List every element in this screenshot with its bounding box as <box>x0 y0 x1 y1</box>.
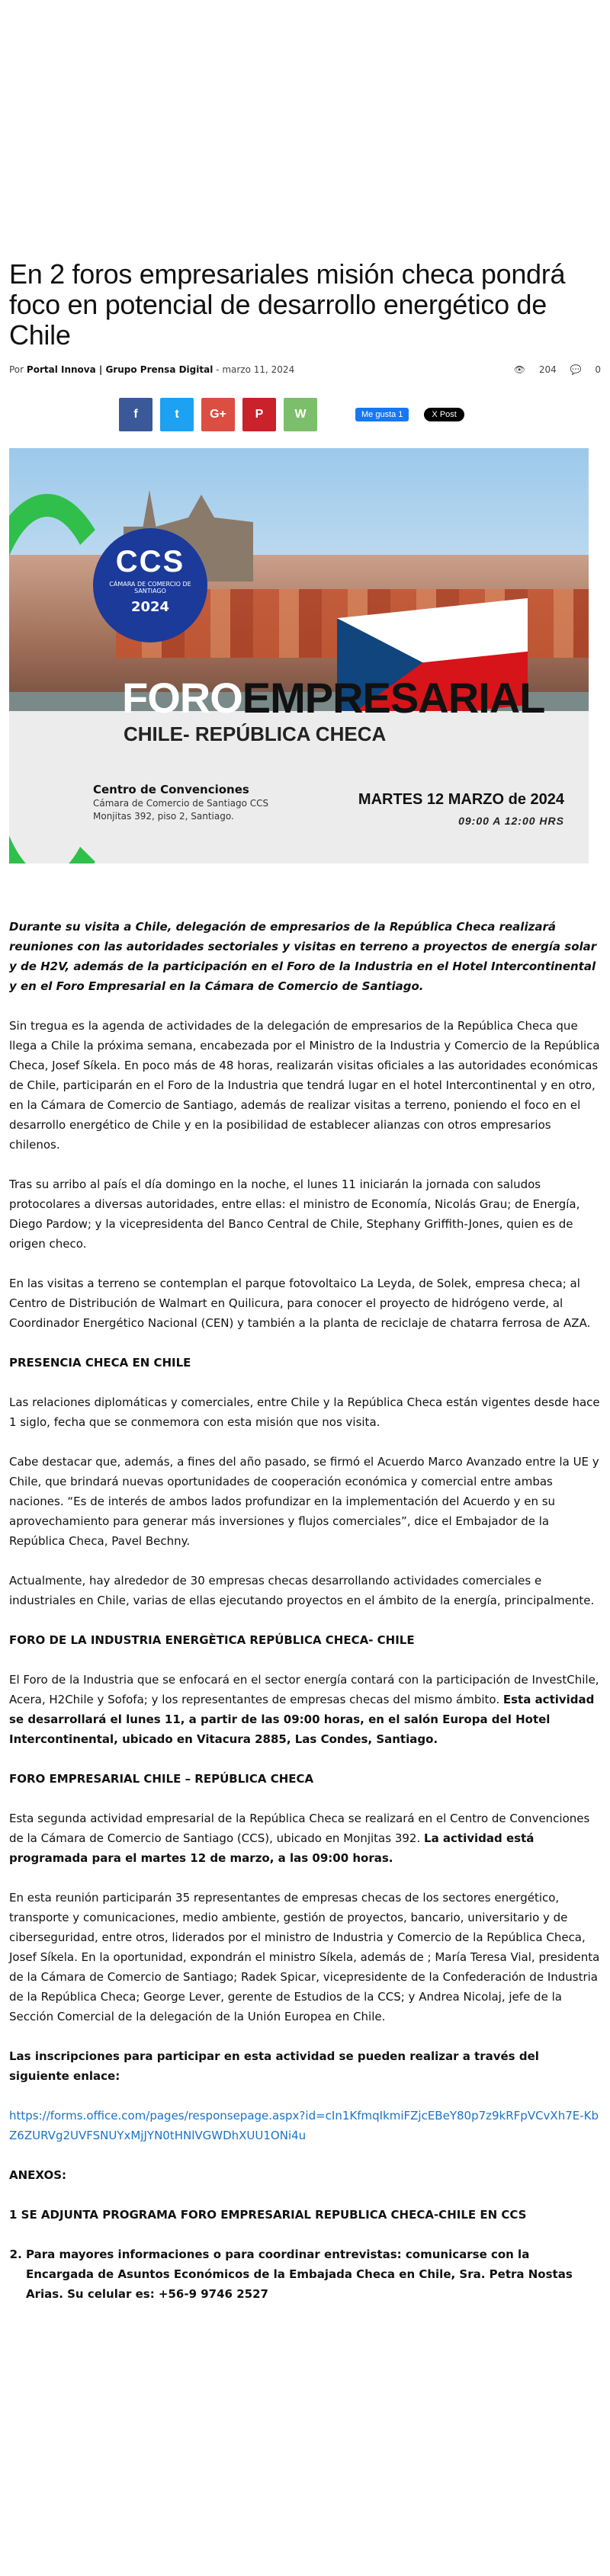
paragraph: Actualmente, hay alrededor de 30 empresas checas desarrollando actividades comerciales e industriales en Chile, varias de ellas ejecutando proyectos en el ámbito de la energía, principalmente. <box>9 1574 595 1607</box>
paragraph <box>9 1809 601 1868</box>
fb-like-button[interactable]: Me gusta 1 <box>355 408 409 421</box>
paragraph: En esta reunión participarán 35 representantes de empresas checas de los sectores energético, transporte y comunicaciones, medio ambiente, gestión de proyectos, bancario, universitario y de ciberseguridad, entre otros, liderados por el ministro de Industria y Comercio de la República Checa, Josef Síkela. En la oportunidad, expondrán el ministro Síkela, además de ; María Teresa Vial, presidenta de la Cámara de Comercio de Santiago; Radek Spicar, vicepresidente de la Confederación de Industria de la República Checa; George Lever, gerente de Estudios de la CCS; y Andrea Nicolaj, jefe de la Sección Comercial de la delegación de la Unión Europea en Chile. <box>9 1891 600 2023</box>
views-value: 204 <box>538 364 557 375</box>
venue-line2: Monjitas 392, piso 2, Santiago. <box>93 811 234 822</box>
foro-heading <box>122 674 545 722</box>
publish-date: marzo 11, 2024 <box>222 364 295 375</box>
paragraph-bold: Esta actividad se desarrollará el lunes 11, a partir de las 09:00 horas, en el salón Europa del Hotel Intercontinental, ubicado en Vitacura 2885, Las Condes, Santiago. <box>9 1693 595 1746</box>
facebook-share-button[interactable] <box>119 398 152 431</box>
comments-value: 0 <box>595 364 601 375</box>
logo-year: 2024 <box>130 599 170 615</box>
ccs-logo <box>93 528 207 642</box>
registration-note: Las inscripciones para participar en esta actividad se pueden realizar a través del siguiente enlace: <box>9 2049 539 2083</box>
paragraph-bold: La actividad está programada para el martes 12 de marzo, a las 09:00 horas. <box>9 1831 535 1865</box>
event-date-line: MARTES 12 MARZO de 2024 <box>358 791 564 808</box>
article-meta <box>9 364 601 375</box>
pinterest-icon: P <box>255 408 264 421</box>
paragraph: Tras su arribo al país el día domingo en la noche, el lunes 11 iniciarán la jornada con saludos protocolares a diversas autoridades, entre ellas: el ministro de Economía, Nicolás Grau; de Energía, Diego Pardow; y la vicepresidenta del Banco Central de Chile, Stephany Griffith-Jones, quien es de origen checo. <box>9 1177 580 1251</box>
logo-name: CÁMARA DE COMERCIO DE SANTIAGO <box>109 581 191 594</box>
ad-space <box>9 0 601 259</box>
paragraph <box>9 1670 601 1749</box>
paragraph: Sin tregua es la agenda de actividades de la delegación de empresarios de la República Checa que llega a Chile la próxima semana, encabezada por el Ministro de la Industria y Comercio de la República Checa, Josef Síkela. En poco más de 48 horas, realizarán visitas oficiales a las autoridades económicas de Chile, participarán en el Foro de la Industria que tendrá lugar en el hotel Intercontinental y en otro, en la Cámara de Comercio de Santiago, además de realizar visitas a terreno, poniendo el foco en el desarrollo energético de Chile y en la posibilidad de establecer alianzas con otros empresarios chilenos. <box>9 1019 600 1152</box>
lead-paragraph: Durante su visita a Chile, delegación de empresarios de la República Checa realizará reuniones con las autoridades sectoriales y visitas en terreno a proyectos de energía solar y de H2V, además de la participación en el Foro de la Industria en el Hotel Intercontinental y en el Foro Empresarial en la Cámara de Comercio de Santiago. <box>9 920 597 993</box>
googleplus-share-button[interactable] <box>201 398 235 431</box>
views-count: 👁 204 <box>513 364 557 375</box>
facebook-icon: f <box>133 408 138 421</box>
googleplus-icon: G+ <box>210 408 226 421</box>
section-heading: FORO DE LA INDUSTRIA ENERGÈTICA REPÚBLICA CHECA- CHILE <box>9 1633 415 1647</box>
share-bar <box>119 398 601 431</box>
whatsapp-icon: W <box>294 408 307 421</box>
whatsapp-share-button[interactable] <box>284 398 317 431</box>
article-stats <box>503 364 601 375</box>
event-date <box>358 791 564 827</box>
venue-title: Centro de Convenciones <box>93 783 249 796</box>
comments-count[interactable]: 💬 0 <box>570 364 601 375</box>
foro-subtitle: CHILE- REPÚBLICA CHECA <box>124 722 387 745</box>
twitter-share-button[interactable] <box>160 398 194 431</box>
venue-line1: Cámara de Comercio de Santiago CCS <box>93 798 269 809</box>
twitter-icon: t <box>175 408 179 421</box>
meta-separator: - <box>216 364 220 375</box>
venue-info <box>93 783 268 823</box>
paragraph: Cabe destacar que, además, a fines del año pasado, se firmó el Acuerdo Marco Avanzado entre la UE y Chile, que brindará nuevas oportunidades de cooperación económica y comercial entre ambas naciones. “Es de interés de ambos lados profundizar en la implementación del Acuerdo y en su aprovechamiento para generar más inversiones y flujos comerciales”, dice el Embajador de la República Checa, Pavel Bechny. <box>9 1455 599 1548</box>
paragraph-text: El Foro de la Industria que se enfocará en el sector energía contará con la participación de InvestChile, Acera, H2Chile y Sofofa; y los representantes de empresas checas del mismo ámbito. <box>9 1673 599 1706</box>
byline <box>9 364 294 375</box>
annex-list <box>9 2244 601 2304</box>
event-time-line: 09:00 A 12:00 HRS <box>458 815 564 827</box>
annex-item-2: 2. Para mayores informaciones o para coordinar entrevistas: comunicarse con la Encargada de Asuntos Económicos de la Embajada Checa en Chile, Sra. Petra Nostas Arias. Su celular es: +56-9 9746 2527 <box>26 2244 601 2304</box>
annex-item-1: 1 SE ADJUNTA PROGRAMA FORO EMPRESARIAL REPUBLICA CHECA-CHILE EN CCS <box>9 2208 527 2222</box>
empresarial-word: EMPRESARIAL <box>242 674 545 722</box>
hero-image <box>9 448 589 863</box>
pinterest-share-button[interactable] <box>242 398 276 431</box>
by-label: Por <box>9 364 24 375</box>
paragraph: En las visitas a terreno se contemplan el parque fotovoltaico La Leyda, de Solek, empresa checa; al Centro de Distribución de Walmart en Quilicura, para conocer el proyecto de hidrógeno verde, al Coordinador Energético Nacional (CEN) y también a la planta de reciclaje de chatarra ferrosa de AZA. <box>9 1277 591 1330</box>
paragraph-text: Esta segunda actividad empresarial de la República Checa se realizará en el Centro de Convenciones de la Cámara de Comercio de Santiago (CCS), ubicado en Monjitas 392. <box>9 1812 590 1845</box>
section-heading: FORO EMPRESARIAL CHILE – REPÚBLICA CHECA <box>9 1772 314 1786</box>
logo-text: CCS <box>115 545 185 578</box>
author-link[interactable]: Portal Innova | Grupo Prensa Digital <box>26 364 214 375</box>
paragraph: Las relaciones diplomáticas y comerciales, entre Chile y la República Checa están vigentes desde hace 1 siglo, fecha que se conmemora con esta misión que nos visita. <box>9 1395 600 1429</box>
article-body <box>9 917 601 2304</box>
foro-word: FORO <box>122 674 242 722</box>
annex-heading: ANEXOS: <box>9 2168 66 2182</box>
article-title: En 2 foros empresariales misión checa pondrá foco en potencial de desarrollo energético de Chile <box>9 258 566 351</box>
section-heading: PRESENCIA CHECA EN CHILE <box>9 1356 191 1370</box>
registration-link[interactable]: https://forms.office.com/pages/responsepage.aspx?id=cIn1KfmqIkmiFZjcEBeY80p7z9kRFpVCvXh7E-KbZ6ZURVg2UVFSNUYxMjJYN0tHNlVGWDhXUU1ONi4u <box>9 2109 599 2142</box>
x-post-button[interactable]: X Post <box>424 408 464 421</box>
